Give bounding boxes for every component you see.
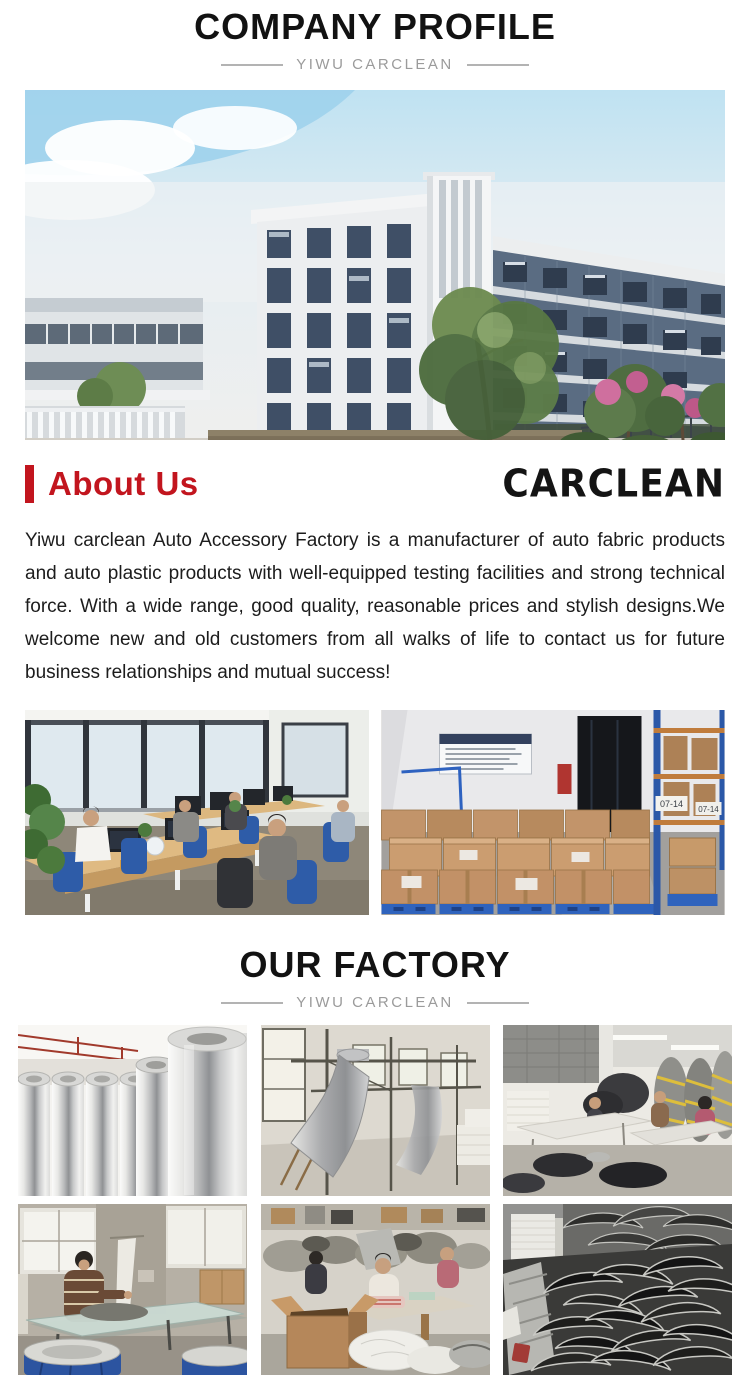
office-illustration bbox=[25, 710, 369, 915]
hero-photo-factory-building bbox=[25, 90, 725, 440]
our-factory-title: OUR FACTORY bbox=[239, 944, 511, 985]
subtitle-line-left bbox=[221, 1002, 283, 1004]
our-factory-subtitle: YIWU CARCLEAN bbox=[296, 994, 454, 1011]
photo-foil-processing-rack bbox=[261, 1025, 490, 1196]
assembly-workshop-illustration bbox=[261, 1204, 490, 1375]
our-factory-subtitle-row bbox=[0, 994, 750, 1011]
subtitle-line-left bbox=[221, 64, 283, 66]
subtitle-line-right bbox=[467, 1002, 529, 1004]
red-accent-bar bbox=[25, 465, 34, 503]
carclean-logo: CARCLEAN bbox=[502, 461, 725, 507]
cut-pieces-illustration bbox=[503, 1204, 732, 1375]
cutting-table-illustration bbox=[18, 1204, 247, 1375]
rack-label-2: 07-14 bbox=[698, 805, 719, 814]
about-paragraph: Yiwu carclean Auto Accessory Factory is a manufacturer of auto fabric products and auto plastic products with well-equipped testing facilities and strong technical force. With a wide range, good quality, reasonable prices and stylish designs.We welcome new and old customers from all walks of life to contact us for future business relationships and mutual success! bbox=[25, 530, 725, 683]
rack-label-1: 07-14 bbox=[659, 799, 684, 809]
photo-assembly-workshop bbox=[261, 1204, 490, 1375]
subtitle-line-right bbox=[467, 64, 529, 66]
factory-building-illustration bbox=[25, 90, 725, 440]
page-subtitle: YIWU CARCLEAN bbox=[296, 56, 454, 73]
about-title-group bbox=[25, 465, 199, 503]
foil-rolls-illustration bbox=[18, 1025, 247, 1196]
foil-rack-illustration bbox=[261, 1025, 490, 1196]
about-section bbox=[0, 461, 750, 689]
about-us-heading: About Us bbox=[48, 465, 199, 502]
sewing-workshop-illustration bbox=[503, 1025, 732, 1196]
photo-cut-pieces-pile bbox=[503, 1204, 732, 1375]
company-photos-row bbox=[25, 710, 725, 915]
photo-office-workspace bbox=[25, 710, 369, 915]
company-profile-header bbox=[0, 0, 750, 73]
photo-warehouse-boxes bbox=[381, 710, 725, 915]
page-title: COMPANY PROFILE bbox=[194, 6, 556, 47]
photo-foil-rolls bbox=[18, 1025, 247, 1196]
warehouse-illustration bbox=[381, 710, 725, 915]
photo-cutting-table bbox=[18, 1204, 247, 1375]
our-factory-header bbox=[0, 938, 750, 1011]
page-subtitle-row bbox=[0, 56, 750, 73]
photo-sewing-workshop bbox=[503, 1025, 732, 1196]
factory-photo-grid bbox=[18, 1025, 732, 1375]
